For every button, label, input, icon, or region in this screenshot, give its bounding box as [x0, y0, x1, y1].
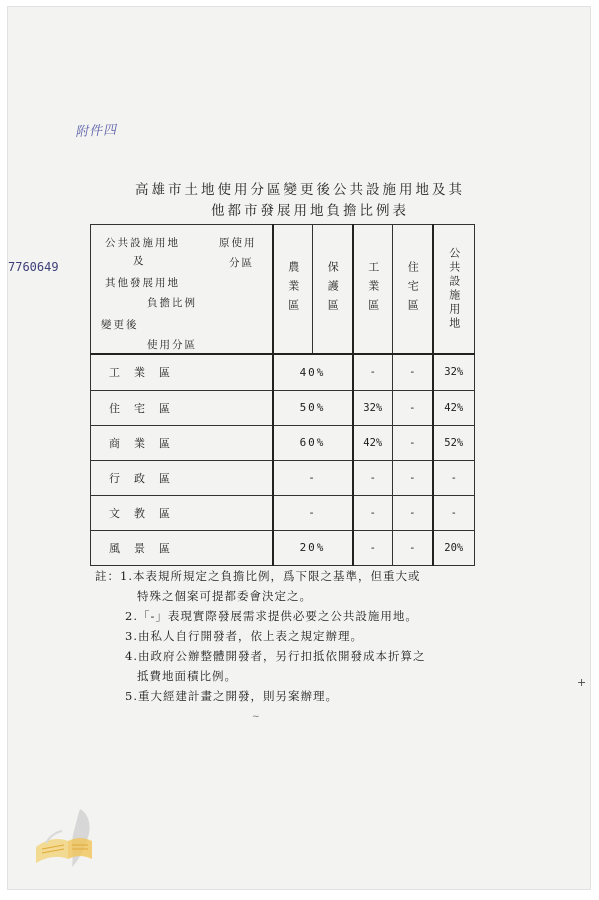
- row-label: 住宅區: [91, 390, 273, 425]
- industrial-ratio-cell: -: [353, 495, 393, 530]
- table-row: [91, 425, 475, 460]
- public-facility-ratio-cell: 20%: [433, 530, 475, 565]
- table-row: [91, 530, 475, 565]
- corner-text-b: 及: [133, 255, 146, 267]
- corner-text-h: 分區: [229, 257, 254, 269]
- table-row: [91, 495, 475, 530]
- side-id-number: 7760649: [8, 260, 59, 274]
- industrial-ratio-cell: -: [353, 354, 393, 390]
- table-header-row: [91, 225, 475, 355]
- column-header-protection: 保護區: [313, 225, 353, 355]
- merged-ratio-cell: -: [273, 460, 353, 495]
- merged-ratio-cell: 60%: [273, 425, 353, 460]
- note-1-line1: 註：1.本表規所規定之負擔比例，爲下限之基準，但重大或: [95, 569, 421, 583]
- row-label: 風景區: [91, 530, 273, 565]
- table-row: [91, 354, 475, 390]
- corner-text-c: 其他發展用地: [105, 277, 180, 289]
- public-facility-ratio-cell: -: [433, 460, 475, 495]
- burden-ratio-table: [90, 224, 475, 566]
- residential-ratio-cell: -: [393, 495, 433, 530]
- corner-text-f: 使用分區: [147, 339, 197, 351]
- industrial-ratio-cell: 32%: [353, 390, 393, 425]
- row-label: 文教區: [91, 495, 273, 530]
- row-label: 工業區: [91, 354, 273, 390]
- industrial-ratio-cell: -: [353, 460, 393, 495]
- residential-ratio-cell: -: [393, 530, 433, 565]
- residential-ratio-cell: -: [393, 354, 433, 390]
- note-5: 5.重大經建計畫之開發，則另案辦理。: [125, 689, 338, 703]
- public-facility-ratio-cell: -: [433, 495, 475, 530]
- corner-text-a: 公共設施用地: [105, 237, 180, 249]
- table-row: [91, 390, 475, 425]
- public-facility-ratio-cell: 52%: [433, 425, 475, 460]
- merged-ratio-cell: 40%: [273, 354, 353, 390]
- margin-mark: +: [577, 676, 587, 689]
- public-facility-ratio-cell: 32%: [433, 354, 475, 390]
- corner-text-e: 變更後: [101, 319, 139, 331]
- public-facility-ratio-cell: 42%: [433, 390, 475, 425]
- table-corner-cell: [91, 225, 273, 355]
- column-header-agricultural: 農業區: [273, 225, 313, 355]
- archive-watermark-logo: [28, 803, 108, 873]
- note-4-line2: 抵費地面積比例。: [137, 669, 237, 683]
- column-header-industrial: 工業區: [353, 225, 393, 355]
- note-1-line2: 特殊之個案可提都委會決定之。: [137, 589, 312, 603]
- residential-ratio-cell: -: [393, 390, 433, 425]
- note-4-line1: 4.由政府公辦整體開發者，另行扣抵依開發成本折算之: [125, 649, 426, 663]
- industrial-ratio-cell: -: [353, 530, 393, 565]
- column-header-public-facility: 公共設施用地: [433, 225, 475, 355]
- note-2: 2.「-」表現實際發展需求提供必要之公共設施用地。: [125, 609, 418, 623]
- handwritten-annotation: 附件四: [74, 122, 118, 141]
- corner-text-g: 原使用: [219, 237, 257, 249]
- residential-ratio-cell: -: [393, 460, 433, 495]
- row-label: 商業區: [91, 425, 273, 460]
- merged-ratio-cell: 20%: [273, 530, 353, 565]
- table-row: [91, 460, 475, 495]
- industrial-ratio-cell: 42%: [353, 425, 393, 460]
- document-title-line1: 高雄市土地使用分區變更後公共設施用地及其: [135, 182, 465, 198]
- residential-ratio-cell: -: [393, 425, 433, 460]
- document-title-line2: 他都市發展用地負擔比例表: [211, 203, 409, 219]
- merged-ratio-cell: 50%: [273, 390, 353, 425]
- corner-text-d: 負擔比例: [147, 297, 197, 309]
- column-header-residential: 住宅區: [393, 225, 433, 355]
- merged-ratio-cell: -: [273, 495, 353, 530]
- stray-mark: ~: [252, 712, 260, 722]
- row-label: 行政區: [91, 460, 273, 495]
- note-3: 3.由私人自行開發者，依上表之規定辦理。: [125, 629, 363, 643]
